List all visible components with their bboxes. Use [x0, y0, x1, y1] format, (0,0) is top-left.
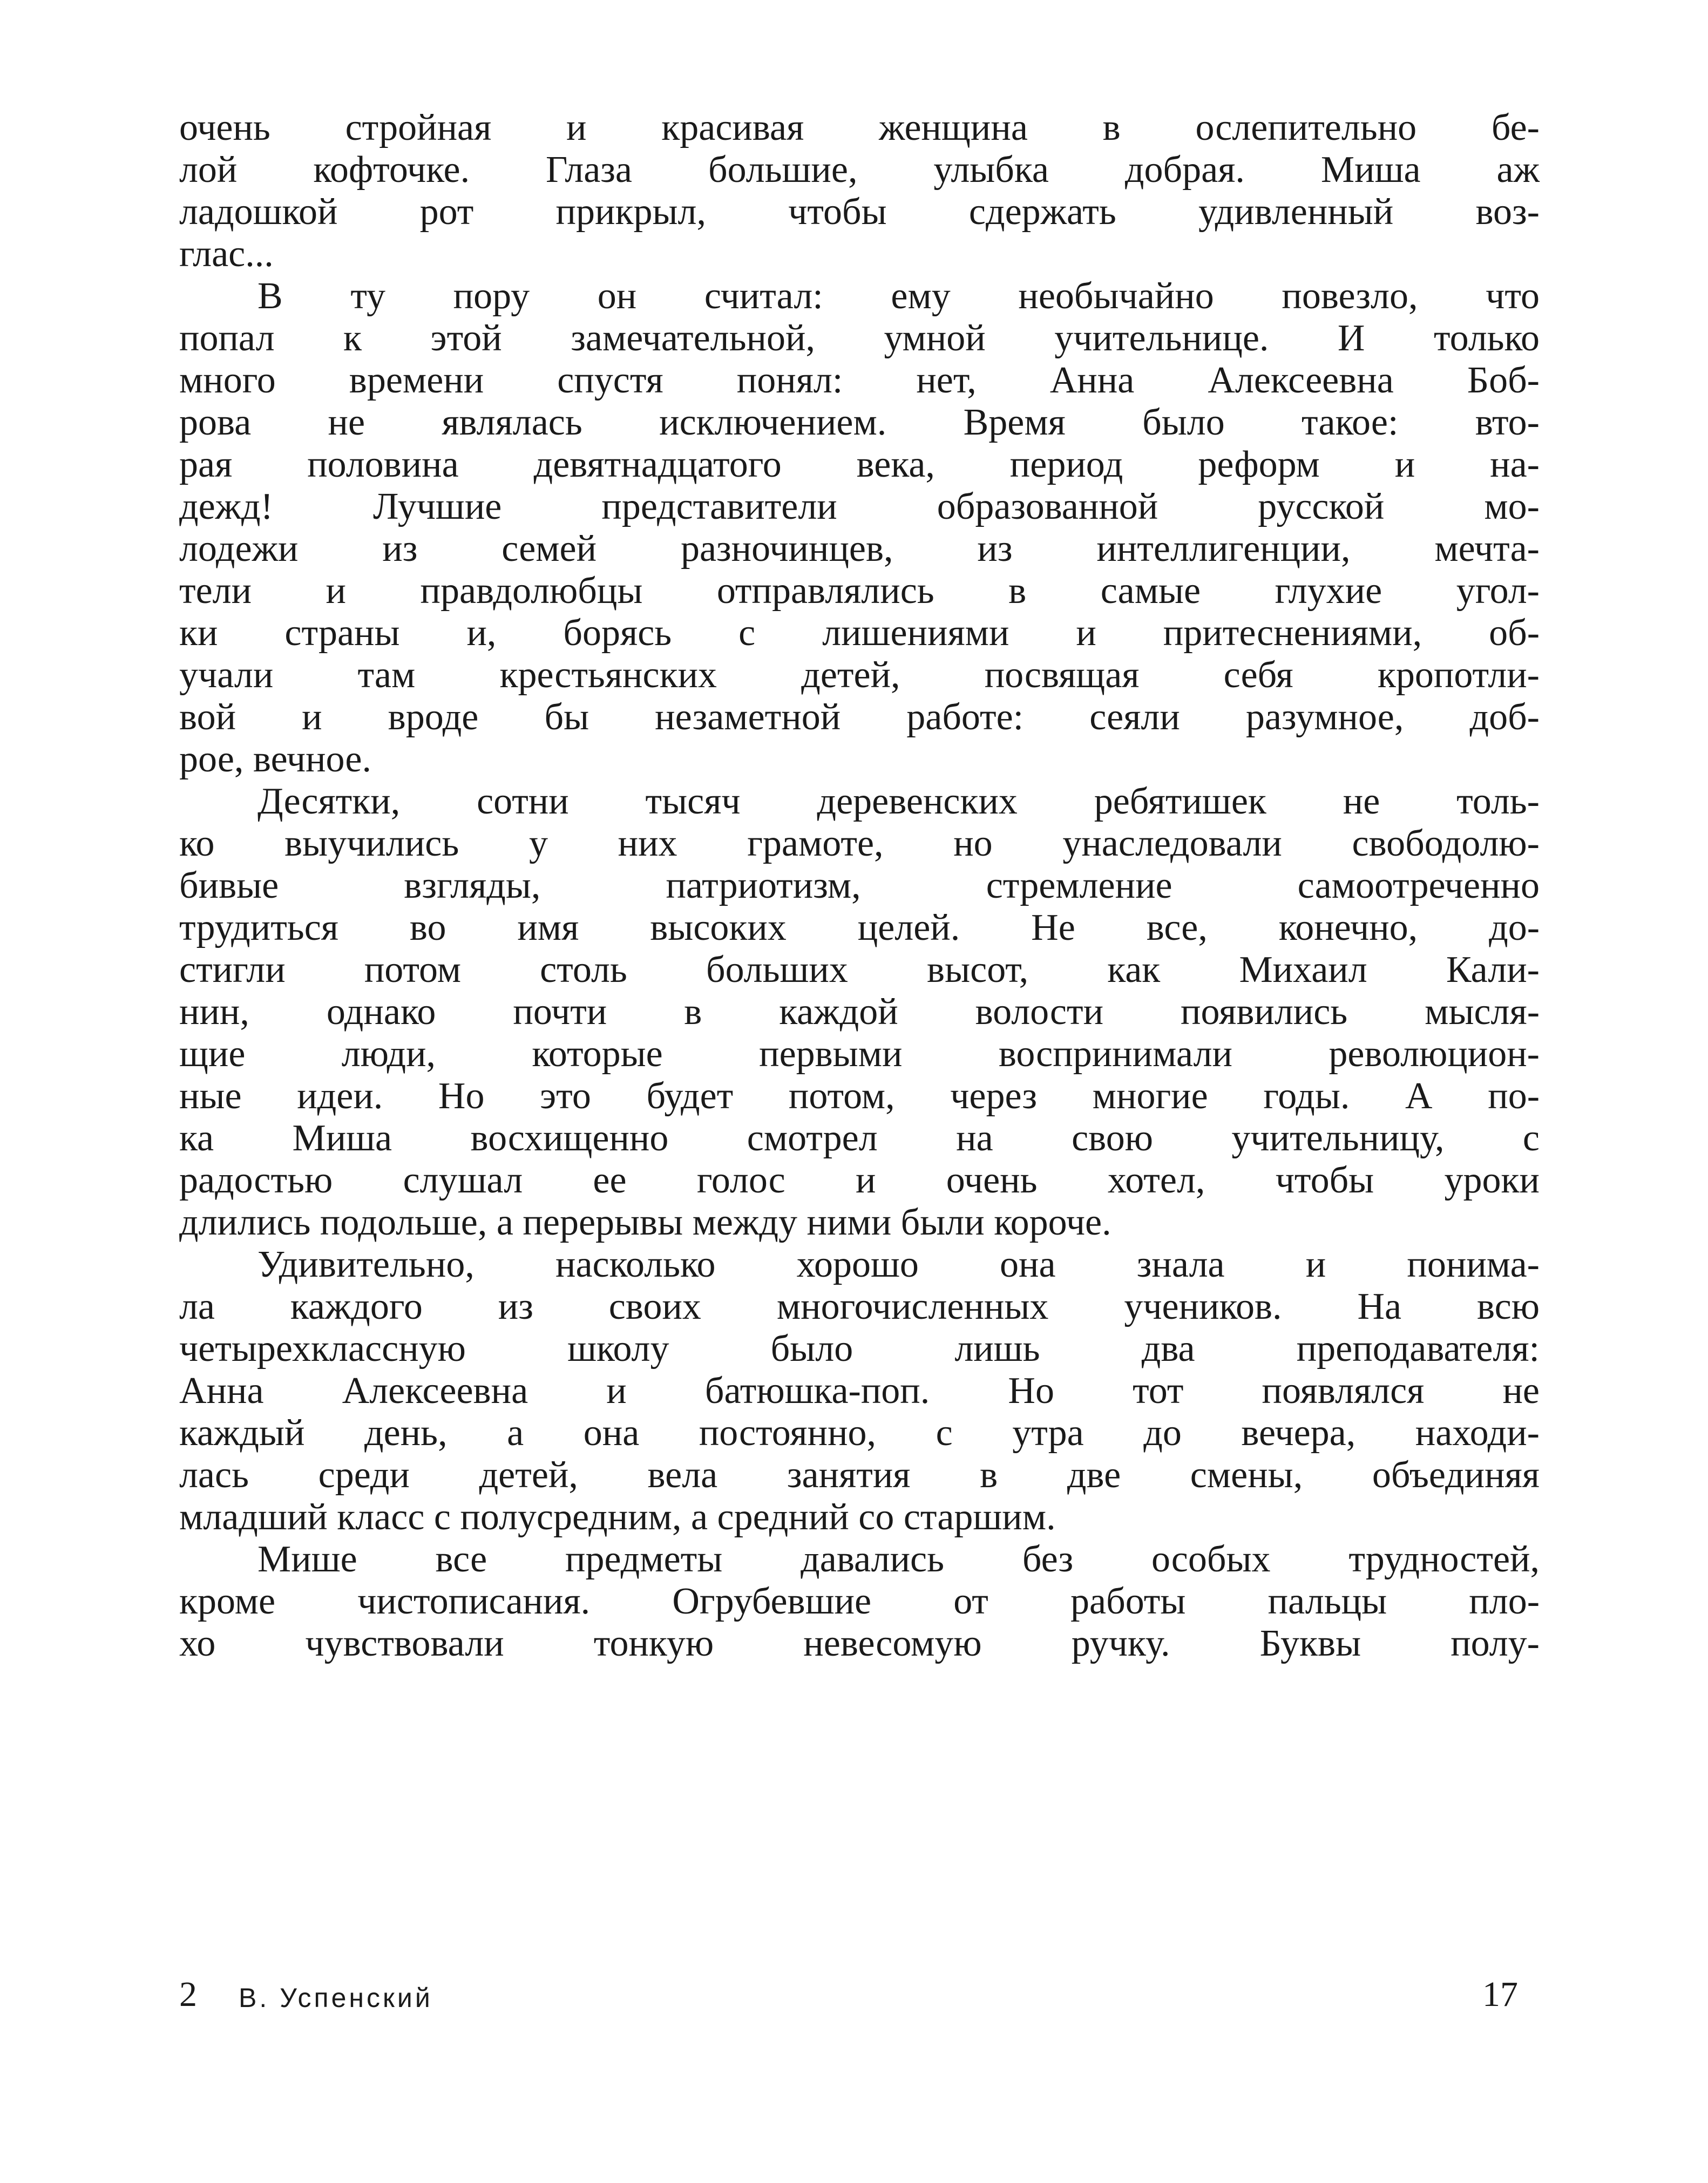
text-line: В ту пору он считал: ему необычайно повезло, что	[257, 275, 1540, 317]
text-line: дежд! Лучшие представители образованной русской мо-	[179, 486, 1540, 527]
text-line: кроме чистописания. Огрубевшие от работы пальцы пло-	[179, 1581, 1540, 1622]
text-line: ки страны и, борясь с лишениями и притеснениями, об-	[179, 612, 1540, 654]
text-line: каждый день, а она постоянно, с утра до вечера, находи-	[179, 1412, 1540, 1454]
text-line: хо чувствовали тонкую невесомую ручку. Буквы полу-	[179, 1623, 1540, 1664]
text-line: попал к этой замечательной, умной учительнице. И только	[179, 317, 1540, 359]
text-line: младший класс с полусредним, а средний со старшим.	[179, 1496, 1056, 1538]
page-footer	[179, 1970, 1518, 2019]
text-line: рая половина девятнадцатого века, период реформ и на-	[179, 444, 1540, 485]
text-line: лодежи из семей разночинцев, из интеллигенции, мечта-	[179, 528, 1540, 570]
text-line: вой и вроде бы незаметной работе: сеяли разумное, доб-	[179, 696, 1540, 738]
text-line: Десятки, сотни тысяч деревенских ребятишек не толь-	[257, 781, 1540, 822]
text-line: учали там крестьянских детей, посвящая себя кропотли-	[179, 654, 1540, 696]
text-line: рое, вечное.	[179, 738, 371, 780]
running-author: В. Успенский	[239, 1983, 433, 2013]
page-number: 17	[1482, 1975, 1518, 2014]
text-line: Удивительно, насколько хорошо она знала и понима-	[257, 1244, 1540, 1285]
text-line: щие люди, которые первыми воспринимали революцион-	[179, 1033, 1540, 1075]
text-line: много времени спустя понял: нет, Анна Алексеевна Боб-	[179, 360, 1540, 401]
text-line: радостью слушал ее голос и очень хотел, чтобы уроки	[179, 1160, 1540, 1201]
text-line: ла каждого из своих многочисленных учеников. На всю	[179, 1286, 1540, 1327]
text-line: трудиться во имя высоких целей. Не все, конечно, до-	[179, 907, 1540, 948]
text-line: лой кофточке. Глаза большие, улыбка добрая. Миша аж	[179, 149, 1540, 191]
text-line: нин, однако почти в каждой волости появились мысля-	[179, 991, 1540, 1033]
text-line: длились подольше, а перерывы между ними были короче.	[179, 1202, 1111, 1243]
text-line: тели и правдолюбцы отправлялись в самые глухие угол-	[179, 570, 1540, 612]
text-line: бивые взгляды, патриотизм, стремление самоотреченно	[179, 865, 1540, 906]
signature-number: 2	[179, 1975, 197, 2014]
text-line: глас...	[179, 233, 274, 275]
text-line: ладошкой рот прикрыл, чтобы сдержать удивленный воз-	[179, 191, 1540, 233]
text-line: ко выучились у них грамоте, но унаследовали свободолю-	[179, 823, 1540, 864]
text-line: очень стройная и красивая женщина в ослепительно бе-	[179, 107, 1540, 148]
body-text	[179, 107, 1540, 1665]
text-line: стигли потом столь больших высот, как Михаил Кали-	[179, 949, 1540, 991]
text-line: лась среди детей, вела занятия в две смены, объединяя	[179, 1454, 1540, 1496]
text-line: Мише все предметы давались без особых трудностей,	[257, 1538, 1540, 1580]
text-line: ка Миша восхищенно смотрел на свою учительницу, с	[179, 1117, 1540, 1159]
text-line: рова не являлась исключением. Время было такое: вто-	[179, 402, 1540, 443]
text-line: Анна Алексеевна и батюшка-поп. Но тот появлялся не	[179, 1370, 1540, 1412]
text-line: четырехклассную школу было лишь два преподавателя:	[179, 1328, 1540, 1370]
text-line: ные идеи. Но это будет потом, через многие годы. А по-	[179, 1075, 1540, 1117]
